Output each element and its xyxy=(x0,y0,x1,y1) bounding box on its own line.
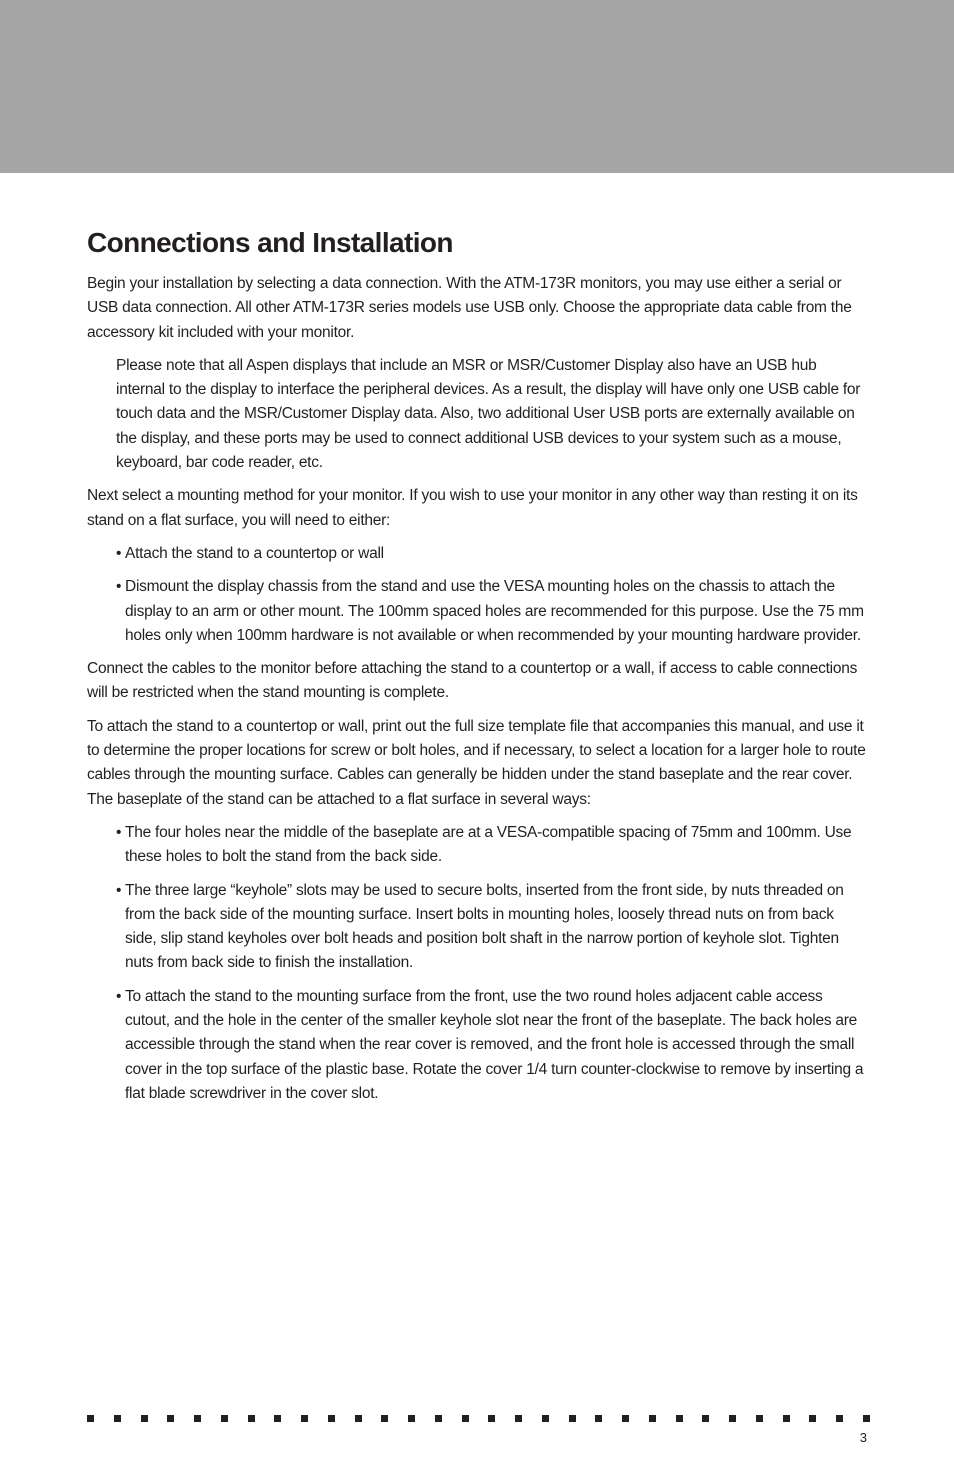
mount-option-item: • Attach the stand to a countertop or wall xyxy=(116,542,867,566)
mounting-method-paragraph: Next select a mounting method for your monitor. If you wish to use your monitor in any other way than resting it on its stand on a flat surface, you will need to either: xyxy=(87,487,858,529)
header-band xyxy=(0,0,954,173)
footer-dot xyxy=(87,1415,94,1422)
footer-dot xyxy=(248,1415,255,1422)
footer-dot xyxy=(114,1415,121,1422)
cable-connection-paragraph: Connect the cables to the monitor before attaching the stand to a countertop or a wall, if access to cable connections will be restricted when the stand mounting is complete. xyxy=(87,660,858,702)
mount-option-item: • Dismount the display chassis from the stand and use the VESA mounting holes on the chassis to attach the display to an arm or other mount. The 100mm spaced holes are recommended for this purpose. Use the 75 mm holes only when 100mm hardware is not available or when recommended by your mounting hardware provider. xyxy=(116,575,867,648)
footer-dot xyxy=(355,1415,362,1422)
footer-dot xyxy=(221,1415,228,1422)
footer-dot xyxy=(408,1415,415,1422)
footer-dot xyxy=(569,1415,576,1422)
footer-dot xyxy=(462,1415,469,1422)
footer-dot xyxy=(542,1415,549,1422)
footer-dot xyxy=(622,1415,629,1422)
intro-paragraph: Begin your installation by selecting a data connection. With the ATM-173R monitors, you may use either a serial or USB data connection. All other ATM-173R series models use USB only. Choose the appropriate data cable from the accessory kit included with your monitor. xyxy=(87,275,852,341)
attach-option-item: • The four holes near the middle of the baseplate are at a VESA-compatible spacing of 75mm and 100mm. Use these holes to bolt the stand from the back side. xyxy=(116,821,867,870)
footer-dot xyxy=(167,1415,174,1422)
footer-dot xyxy=(274,1415,281,1422)
usb-hub-note: Please note that all Aspen displays that include an MSR or MSR/Customer Display also have an USB hub internal to the display to interface the peripheral devices. As a result, the display will have only one USB cable for touch data and the MSR/Customer Display data. Also, two additional User USB ports are externally available on the display, and these ports may be used to connect additional USB devices to your system such as a mouse, keyboard, bar code reader, etc. xyxy=(116,356,861,472)
page-number: 3 xyxy=(859,1430,867,1445)
footer-dot xyxy=(301,1415,308,1422)
footer-dot xyxy=(649,1415,656,1422)
attach-option-item: • To attach the stand to the mounting surface from the front, use the two round holes adjacent cable access cutout, and the hole in the center of the smaller keyhole slot near the front of the baseplate. The back holes are accessible through the stand when the rear cover is removed, and the front hole is accessed through the small cover in the top surface of the plastic base. Rotate the cover 1/4 turn counter-clockwise to remove by inserting a flat blade screwdriver in the cover slot. xyxy=(116,985,867,1106)
footer-dot xyxy=(836,1415,843,1422)
footer-dot xyxy=(488,1415,495,1422)
footer-dot xyxy=(676,1415,683,1422)
footer-dot xyxy=(595,1415,602,1422)
footer-dot-rule xyxy=(87,1415,870,1423)
footer-dot xyxy=(729,1415,736,1422)
footer-dot xyxy=(756,1415,763,1422)
footer-dot xyxy=(515,1415,522,1422)
attach-option-item: • The three large “keyhole” slots may be used to secure bolts, inserted from the front side, by nuts threaded on from the back side of the mounting surface. Insert bolts in mounting holes, loosely thread nuts on from back side, slip stand keyholes over bolt heads and position bolt shaft in the narrow portion of keyhole slot. Tighten nuts from back side to finish the installation. xyxy=(116,879,867,976)
footer-dot xyxy=(809,1415,816,1422)
footer-dot xyxy=(863,1415,870,1422)
template-paragraph: To attach the stand to a countertop or wall, print out the full size template file that accompanies this manual, and use it to determine the proper locations for screw or bolt holes, and if necessary, to select a location for a larger hole to route cables through the mounting surface. Cables can generally be hidden under the stand baseplate and the rear cover. The baseplate of the stand can be attached to a flat surface in several ways: xyxy=(87,717,866,808)
page-content xyxy=(87,226,867,1115)
footer-dot xyxy=(328,1415,335,1422)
footer-dot xyxy=(702,1415,709,1422)
footer-dot xyxy=(194,1415,201,1422)
footer-dot xyxy=(141,1415,148,1422)
footer-dot xyxy=(435,1415,442,1422)
footer-dot xyxy=(783,1415,790,1422)
page-title: Connections and Installation xyxy=(87,227,453,258)
footer-dot xyxy=(381,1415,388,1422)
